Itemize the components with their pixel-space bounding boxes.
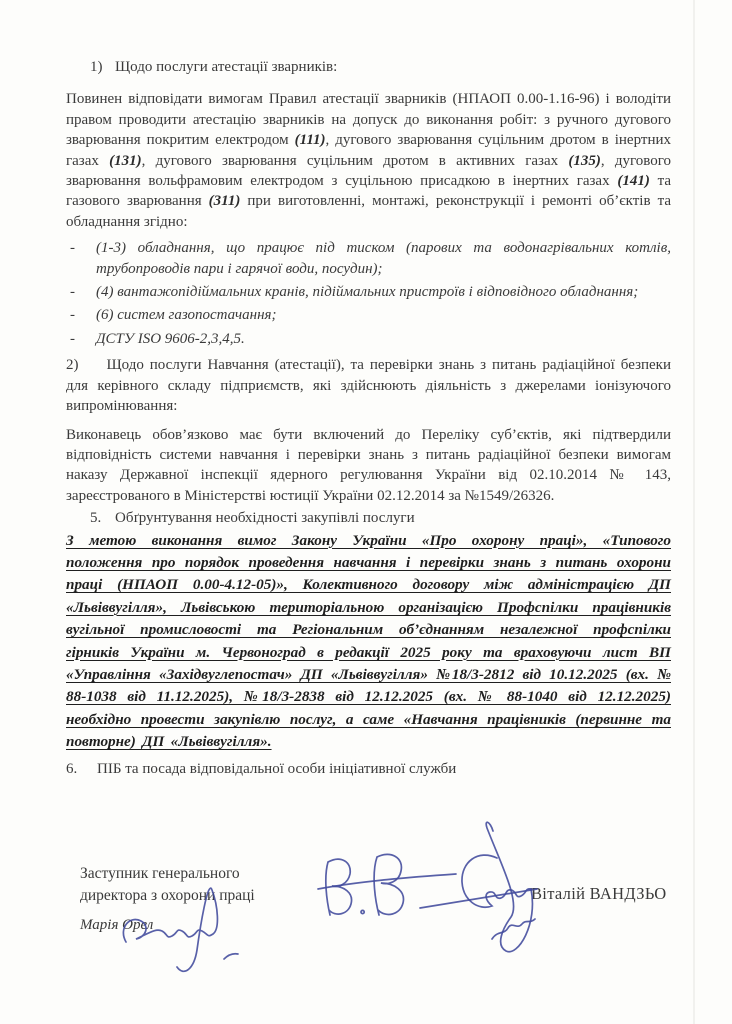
section-6-title: ПІБ та посада відповідальної особи ініціативної служби [97,760,457,777]
section-2-number: 2) [66,357,79,374]
section-5-heading [90,508,671,528]
list-item [66,305,671,325]
secretary-name: Марія Орел [80,917,154,933]
list-item [66,329,671,349]
list-dash-marker: - [70,330,75,347]
document-body [66,57,671,779]
welding-code-311: (311) [208,193,241,210]
scanner-edge-artifact [693,0,695,1024]
welding-code-111: (111) [294,132,326,149]
list-item [66,282,671,302]
section-5-title: Обґрунтування необхідності закупівлі послуги [115,510,415,527]
welding-code-141: (141) [617,173,650,190]
section-6-number: 6. [66,760,78,777]
paragraph-text: , дугового зварювання суцільним дротом в активних газах [141,152,569,169]
section-2-heading [66,355,671,416]
welding-code-135: (135) [568,152,601,169]
section-5-number: 5. [90,510,102,527]
list-item-text: (4) вантажопідіймальних кранів, підіймальних пристроїв і відповідного обладнання; [96,284,639,301]
equipment-list [66,238,671,349]
signer-name: Віталій ВАНДЗЬО [531,884,667,903]
list-dash-marker: - [70,307,75,324]
welding-code-131: (131) [109,152,142,169]
list-dash-marker: - [70,240,75,257]
welder-requirements-paragraph [66,89,671,232]
paragraph-text: та газового зварювання [66,173,671,210]
list-item-text: ДСТУ ISO 9606-2,3,4,5. [96,330,245,347]
section-1-heading [90,57,671,77]
paragraph-text: , дугового зварювання вольфрамовим електродом з суцільною присадкою в інертних газах [66,152,671,190]
list-dash-marker: - [70,284,75,301]
section-2-title: Щодо послуги Навчання (атестації), та перевірки знань з питань радіаційної безпеки для керівного складу підприємств, які здійснюють діяльність з джерелами іонізуючого випромінювання: [66,357,671,415]
list-item-text: (1-3) обладнання, що працює під тиском (парових та водонагрівальних котлів, трубопроводів пари і гарячої води, посудин); [96,240,671,277]
list-item [66,238,671,279]
list-item-text: (6) систем газопостачання; [96,307,277,324]
section-1-number: 1) [90,59,103,75]
vandzo-signature [318,822,537,951]
position-title-line-1: Заступник генерального [80,865,240,882]
section-6-heading [66,759,671,779]
section-1-title: Щодо послуги атестації зварників: [115,59,338,75]
paragraph-text: Повинен відповідати вимогам Правил атестації зварників (НПАОП 0.00-1.16-96) і володіти правом проводити атестацію зварників на допуск до виконання робіт: з ручного дугового зварювання покритим електродом [66,91,671,149]
position-title-line-2: директора з охорони праці [80,887,255,904]
justification-paragraph: З метою виконання вимог Закону України «Про охорону праці», «Типового положення про порядок проведення навчання і перевірки знань з питань охорони праці (НПАОП 0.00-4.12-05)», Колективного договору між адміністрацією ДП «Львіввугілля», Львівською територіальною організацією Профспілки працівників вугільної промисловості та Регіональним об’єднанням незалежної профспілки гірників України м. Червоноград в редакції 2025 року та враховуючи лист ВП «Управління «Західвуглепостач» ДП «Львіввугілля» №18/3-2812 від 10.12.2025 (вх. № 88-1038 від 11.12.2025), №18/3-2838 від 12.12.2025 (вх. № 88-1040 від 12.12.2025) необхідно провести закупівлю послуг, а саме «Навчання працівників (первинне та повторне) ДП «Львіввугілля». [66,531,671,751]
radiation-safety-paragraph: Виконавець обов’язково має бути включений до Переліку суб’єктів, які підтвердили відповідність системи навчання і перевірки знань з питань радіаційної безпеки вимогам наказу Державної інспекції ядерного регулювання України від 02.10.2014 № 143, зареєстрованого в Міністерстві юстиції України 02.12.2014 за №1549/26326. [66,426,671,504]
paragraph-text: , дугового зварювання суцільним дротом в інертних газах [66,132,672,169]
paragraph-text: при виготовленні, монтажі, реконструкції і ремонті об’єктів та обладнання згідно: [66,193,671,230]
position-title [80,863,255,907]
